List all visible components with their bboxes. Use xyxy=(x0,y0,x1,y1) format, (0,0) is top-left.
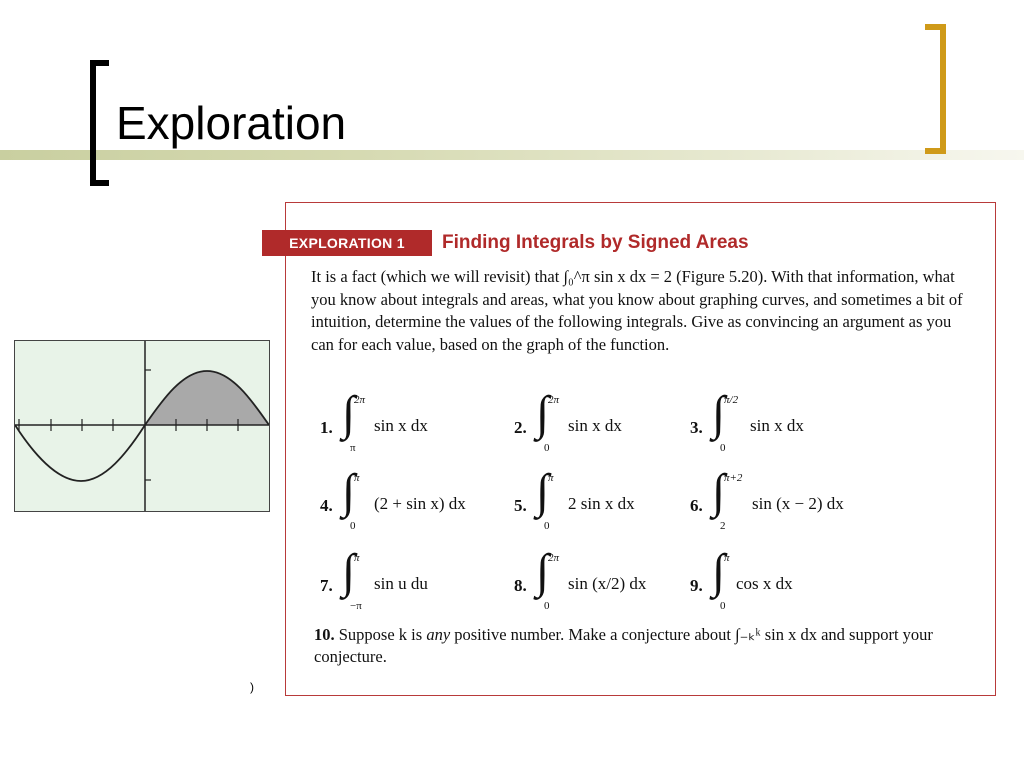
integrand: sin u du xyxy=(374,574,428,593)
problem-number: 1. xyxy=(320,418,333,437)
integrand: sin x dx xyxy=(568,416,622,435)
question-10-integral: ∫₋ₖᵏ sin x dx xyxy=(735,625,817,644)
lower-limit: 0 xyxy=(720,600,726,612)
integral-sign: ∫ xyxy=(536,387,550,440)
integral-sign: ∫ xyxy=(712,465,726,518)
upper-limit: π+2 xyxy=(724,472,743,484)
integrand: sin x dx xyxy=(374,416,428,435)
sine-graph-svg xyxy=(15,341,269,511)
shaded-area xyxy=(145,371,269,425)
integrand: (2 + sin x) dx xyxy=(374,494,466,513)
question-10-text-before: Suppose k is xyxy=(334,625,427,644)
problem-5 xyxy=(514,465,684,536)
question-10-text-mid: positive number. Make a conjecture about xyxy=(450,625,736,644)
problem-6 xyxy=(690,465,920,536)
upper-limit: π xyxy=(354,552,360,564)
lower-limit: 0 xyxy=(544,442,550,454)
upper-limit: π xyxy=(548,472,554,484)
upper-limit: 2π xyxy=(548,394,560,406)
integrand: cos x dx xyxy=(736,574,793,593)
question-10 xyxy=(314,624,954,668)
integrand: sin x dx xyxy=(750,416,804,435)
integrand: sin (x − 2) dx xyxy=(752,494,844,513)
integral-sign: ∫ xyxy=(536,465,550,518)
integral-sign: ∫ xyxy=(712,387,726,440)
slide-title: Exploration xyxy=(116,97,347,149)
left-bracket-decoration xyxy=(90,60,109,186)
upper-limit: π xyxy=(724,552,730,564)
integrand: 2 sin x dx xyxy=(568,494,635,513)
lower-limit: π xyxy=(350,442,356,454)
problem-number: 7. xyxy=(320,576,333,595)
integral-sign: ∫ xyxy=(342,545,356,598)
lower-limit: 0 xyxy=(720,442,726,454)
problem-9 xyxy=(690,545,890,616)
problem-number: 8. xyxy=(514,576,527,595)
lower-limit: 0 xyxy=(350,520,356,532)
problem-4 xyxy=(320,465,510,536)
stray-mark: ) xyxy=(250,680,254,694)
integral-sign: ∫ xyxy=(342,387,356,440)
upper-limit: 2π xyxy=(354,394,366,406)
problem-number: 2. xyxy=(514,418,527,437)
right-bracket-decoration xyxy=(925,24,946,154)
intro-inline-integral: ∫₀^π sin x dx = 2 xyxy=(563,267,672,286)
problem-7 xyxy=(320,545,510,616)
upper-limit: 2π xyxy=(548,552,560,564)
problem-3 xyxy=(690,387,890,458)
problem-1 xyxy=(320,387,500,458)
lower-limit: 2 xyxy=(720,520,726,532)
problem-number: 5. xyxy=(514,496,527,515)
question-10-emphasis: any xyxy=(426,625,451,644)
intro-text-before: It is a fact (which we will revisit) that xyxy=(311,267,564,286)
integral-sign: ∫ xyxy=(536,545,550,598)
exploration-label-tab: EXPLORATION 1 xyxy=(262,230,432,256)
lower-limit: −π xyxy=(350,600,362,612)
problem-2 xyxy=(514,387,684,458)
lower-limit: 0 xyxy=(544,520,550,532)
upper-limit: π/2 xyxy=(724,394,739,406)
exploration-intro-text xyxy=(311,266,971,356)
problem-number: 6. xyxy=(690,496,703,515)
intro-text-after: (Figure 5.20). With that information, what you know about integrals and areas, what you know about graphing curves, and sometimes a bit of intuition, determine the values of the following integrals. Give as convincing an argument as you can for each value, based on the graph of the function. xyxy=(311,267,963,354)
title-underline-rule xyxy=(0,150,1024,160)
integral-sign: ∫ xyxy=(712,545,726,598)
upper-limit: π xyxy=(354,472,360,484)
question-10-number: 10. xyxy=(314,625,335,644)
problem-number: 4. xyxy=(320,496,333,515)
integral-sign: ∫ xyxy=(342,465,356,518)
problem-number: 9. xyxy=(690,576,703,595)
exploration-heading: Finding Integrals by Signed Areas xyxy=(442,232,749,253)
sine-graph-figure xyxy=(14,340,270,512)
lower-limit: 0 xyxy=(544,600,550,612)
problem-number: 3. xyxy=(690,418,703,437)
question-10-text-after: and support your conjecture. xyxy=(314,625,933,666)
problem-8 xyxy=(514,545,690,616)
integrand: sin (x/2) dx xyxy=(568,574,647,593)
